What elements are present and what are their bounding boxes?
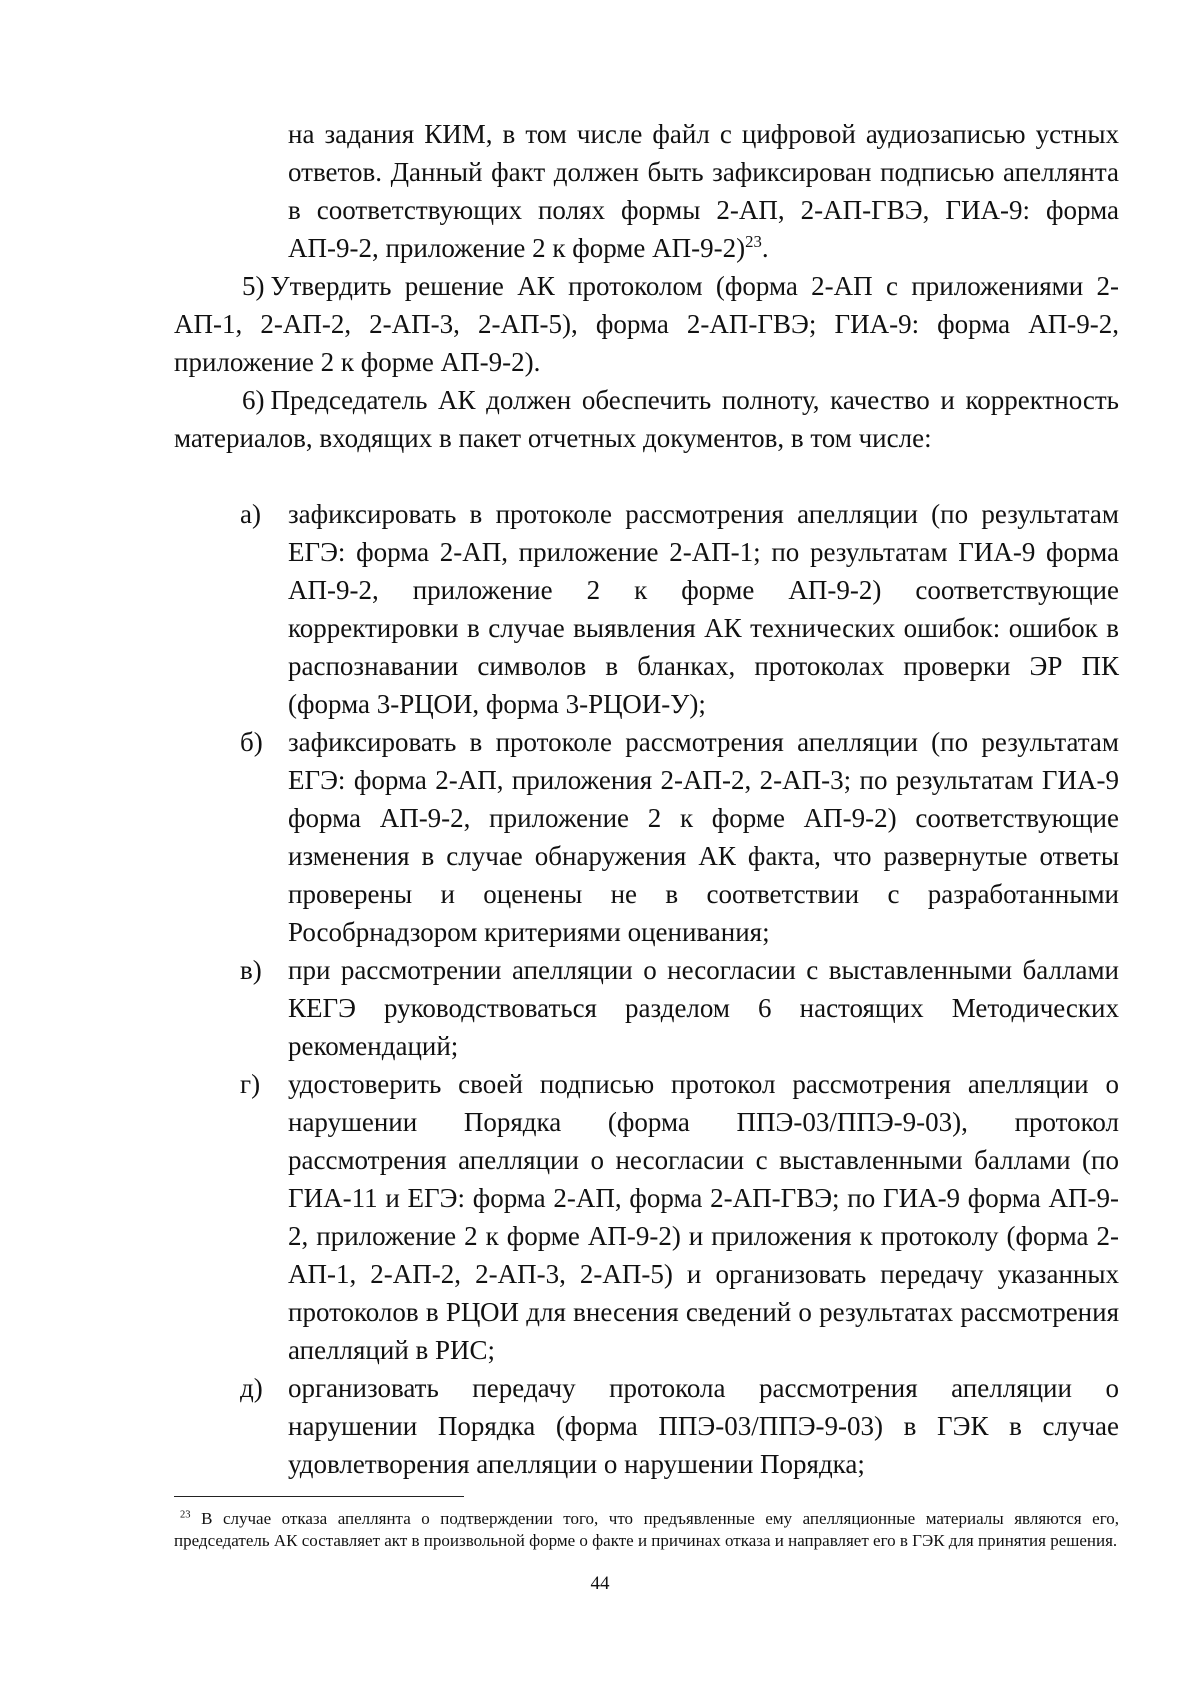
paragraph-number: 5) — [242, 271, 265, 301]
footnote-text: В случае отказа апеллянта о подтверждении того, что предъявленные ему апелляционные материалы являются его, председатель АК составляет акт в произвольной форме о факте и причинах отказа и направляет его в ГЭК для принятия решения. — [174, 1509, 1119, 1550]
paragraph-5 — [174, 267, 1119, 381]
footnote-separator — [174, 1496, 464, 1497]
list-item-letter: а) — [240, 499, 261, 529]
paragraph-6 — [174, 381, 1119, 457]
continuation-text: на задания КИМ, в том числе файл с цифровой аудиозаписью устных ответов. Данный факт должен быть зафиксирован подписью апеллянта в соответствующих полях формы 2-АП, 2-АП-ГВЭ, ГИА-9: форма АП-9-2, приложение 2 к форме АП-9-2) — [288, 119, 1119, 263]
footnote-reference[interactable]: 23 — [745, 232, 762, 251]
list-item-letter: б) — [240, 727, 263, 757]
list-item-text: организовать передачу протокола рассмотрения апелляции о нарушении Порядка (форма ППЭ-03/ППЭ-9-03) в ГЭК в случае удовлетворения апелляции о нарушении Порядка; — [288, 1373, 1119, 1479]
list-item-text: зафиксировать в протоколе рассмотрения апелляции (по результатам ЕГЭ: форма 2-АП, приложение 2-АП-1; по результатам ГИА-9 форма АП-9-2, приложение 2 к форме АП-9-2) соответствующие корректировки в случае выявления АК технических ошибок: ошибок в распознавании символов в бланках, протоколах проверки ЭР ПК (форма 3-РЦОИ, форма 3-РЦОИ-У); — [288, 499, 1119, 719]
page-number: 44 — [590, 1573, 610, 1594]
list-item-text: удостоверить своей подписью протокол рассмотрения апелляции о нарушении Порядка (форма ППЭ-03/ППЭ-9-03), протокол рассмотрения апелляции о несогласии с выставленными баллами (по ГИА-11 и ЕГЭ: форма 2-АП, форма 2-АП-ГВЭ; по ГИА-9 форма АП-9-2, приложение 2 к форме АП-9-2) и приложения к протоколу (форма 2-АП-1, 2-АП-2, 2-АП-3, 2-АП-5) и организовать передачу указанных протоколов в РЦОИ для внесения сведений о результатах рассмотрения апелляций в РИС; — [288, 1069, 1119, 1365]
list-item-text: при рассмотрении апелляции о несогласии с выставленными баллами КЕГЭ руководствоваться разделом 6 настоящих Методических рекомендаций; — [288, 955, 1119, 1061]
list-item-letter: в) — [240, 955, 262, 985]
footnote — [174, 1508, 1119, 1552]
paragraph-text: Председатель АК должен обеспечить полноту, качество и корректность материалов, входящих в пакет отчетных документов, в том числе: — [174, 385, 1119, 453]
paragraph-number: 6) — [242, 385, 265, 415]
list-item-text: зафиксировать в протоколе рассмотрения апелляции (по результатам ЕГЭ: форма 2-АП, приложения 2-АП-2, 2-АП-3; по результатам ГИА-9 форма АП-9-2, приложение 2 к форме АП-9-2) соответствующие изменения в случае обнаружения АК факта, что развернутые ответы проверены и оценены не в соответствии с разработанными Рособрнадзором критериями оценивания; — [288, 727, 1119, 947]
continuation-end: . — [761, 233, 769, 263]
paragraph-text: Утвердить решение АК протоколом (форма 2-АП с приложениями 2-АП-1, 2-АП-2, 2-АП-3, 2-АП-5), форма 2-АП-ГВЭ; ГИА-9: форма АП-9-2, приложение 2 к форме АП-9-2). — [174, 271, 1119, 377]
continuation-paragraph — [288, 115, 1119, 267]
list-item-letter: д) — [240, 1373, 263, 1403]
list-item-letter: г) — [240, 1069, 261, 1099]
footnote-mark: 23 — [180, 1509, 191, 1521]
